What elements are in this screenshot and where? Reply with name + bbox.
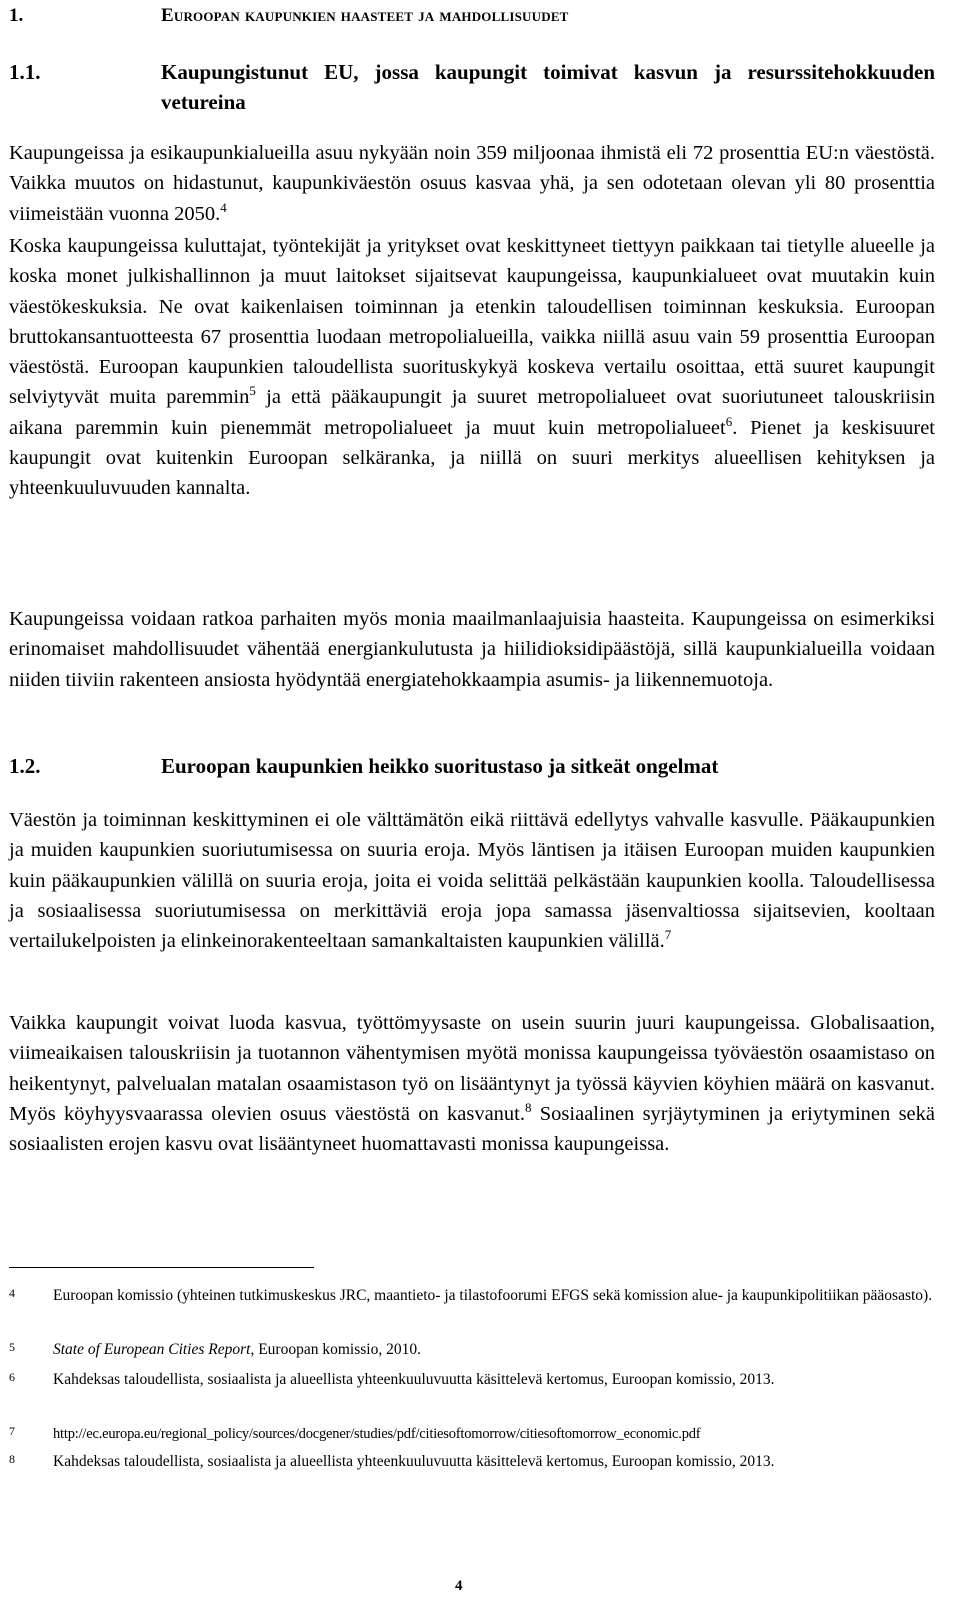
section-number: 1.1. [9, 60, 41, 84]
footnote-ref: 7 [664, 927, 672, 943]
paragraph-3: Kaupungeissa voidaan ratkoa parhaiten myös monia maailmanlaajuisia haasteita. Kaupungeissa on esimerkiksi erinomaiset mahdollisuudet vähentää energiankulutusta ja hiilidioksidipäästöjä, sillä kaupunkialueilla voidaan niiden tiiviin rakenteen ansiosta hyödyntää energiatehokkaampia asumis- ja liikennemuotoja. [9, 608, 935, 691]
footnote: 6 Kahdeksas taloudellista, sosiaalista ja alueellista yhteenkuuluvuutta käsittelevä kertomus, Euroopan komissio, 2013. [9, 1370, 775, 1388]
footnote-link: http://ec.europa.eu/regional_policy/sources/docgener/studies/pdf/citiesoftomorrow/citiesoftomorrow_economic.pdf [53, 1426, 701, 1442]
paragraph-4: Väestön ja toiminnan keskittyminen ei ole välttämätön eikä riittävä edellytys vahvalle kasvulle. Pääkaupunkien ja muiden kaupunkien suoriutumisessa on suuria eroja. Myös läntisen ja itäisen Euroopan muiden kaupunkien kuin pääkaupunkien välillä on suuria eroja, joita ei voida selittää pelkästään kaupunkien koolla. Taloudellisessa ja sosiaalisessa suoriutumisessa on merkittäviä eroja jopa samassa jäsenvaltiossa sijaitsevien, kooltaan vertailukelpoisten ja elinkeinorakenteeltaan samankaltaisten kaupunkien välillä.$^7$ [9, 809, 935, 953]
paragraph-5: Vaikka kaupungit voivat luoda kasvua, työttömyysaste on usein suurin juuri kaupungeissa. Globalisaation, viimeaikaisen talouskriisin ja tuotannon vähentymisen myötä monissa kaupungeissa työväestön osaamistaso on heikentynyt, palvelualan matalan osaamistason työ on lisääntynyt ja työssä käyvien köyhien määrä on kasvanut. Myös köyhyysvaarassa olevien osuus väestöstä on kasvanut.$^8$ Sosiaalinen syrjäytyminen ja eriytyminen sekä sosiaalisten erojen kasvu ovat lisääntyneet huomattavasti monissa kaupungeissa. [9, 1012, 935, 1156]
footnote-ref: 5 [249, 383, 256, 399]
footnote-ref: 8 [525, 1100, 532, 1116]
footnote: 4 Euroopan komissio (yhteinen tutkimuskeskus JRC, maantieto- ja tilastofoorumi EFGS sekä komission alue- ja kaupunkipolitiikan pääosasto). [9, 1286, 933, 1304]
section-heading-1-2 [9, 751, 935, 781]
chapter-number: 1. [9, 5, 24, 26]
chapter-heading [9, 4, 935, 28]
section-number: 1.2. [9, 754, 41, 778]
section-title: Euroopan kaupunkien heikko suoritustaso ja sitkeät ongelmat [161, 754, 719, 778]
footnote-separator [9, 1267, 314, 1268]
paragraph-2: Koska kaupungeissa kuluttajat, työntekijät ja yritykset ovat keskittyneet tiettyyn paikkaan tai tietylle alueelle ja koska monet julkishallinnon ja muut laitokset sijaitsevat kaupungeissa, kaupunkialueet ovat muutakin kuin väestökeskuksia. Ne ovat kaikenlaisen toiminnan ja etenkin taloudellisen toiminnan keskuksia. Euroopan bruttokansantuotteesta 67 prosenttia luodaan metropolialueilla, vaikka niillä asuu vain 59 prosenttia Euroopan väestöstä. Euroopan kaupunkien taloudellista suorituskykyä koskeva vertailu osoittaa, että suuret kaupungit selviytyvät muita paremmin$^5$ ja että pääkaupungit ja suuret metropolialueet ovat suoriutuneet talouskriisin aikana paremmin kuin pienemmät metropolialueet ja muut kuin metropolialueet$^6$. Pienet ja keskisuuret kaupungit ovat kuitenkin Euroopan selkäranka, ja niillä on suuri merkitys alueellisen kehityksen ja yhteenkuuluvuuden kannalta. [9, 235, 935, 500]
footnote-ref: 6 [725, 413, 733, 429]
section-title: Kaupungistunut EU, jossa kaupungit toimivat kasvun ja resurssitehokkuuden vetureina [161, 60, 935, 114]
footnote: 8 Kahdeksas taloudellista, sosiaalista ja alueellista yhteenkuuluvuutta käsittelevä kertomus, Euroopan komissio, 2013. [9, 1452, 775, 1470]
section-heading-1-1 [9, 57, 935, 117]
paragraph-1: Kaupungeissa ja esikaupunkialueilla asuu nykyään noin 359 miljoonaa ihmistä eli 72 prosenttia EU:n väestöstä. Vaikka muutos on hidastunut, kaupunkiväestön osuus kasvaa yhä, ja sen odotetaan olevan yli 80 prosenttia viimeistään vuonna 2050.$^4$ [9, 142, 935, 225]
page-number: 4 [455, 1578, 463, 1594]
footnote: 7 http://ec.europa.eu/regional_policy/sources/docgener/studies/pdf/citiesoftomorrow/citiesoftomorrow_economic.pdf [9, 1424, 935, 1444]
footnote: 5 State of European Cities Report, Euroopan komissio, 2010. [9, 1340, 421, 1358]
chapter-title: Euroopan kaupunkien haasteet ja mahdollisuudet [161, 5, 569, 26]
footnote-ref: 4 [220, 199, 227, 215]
